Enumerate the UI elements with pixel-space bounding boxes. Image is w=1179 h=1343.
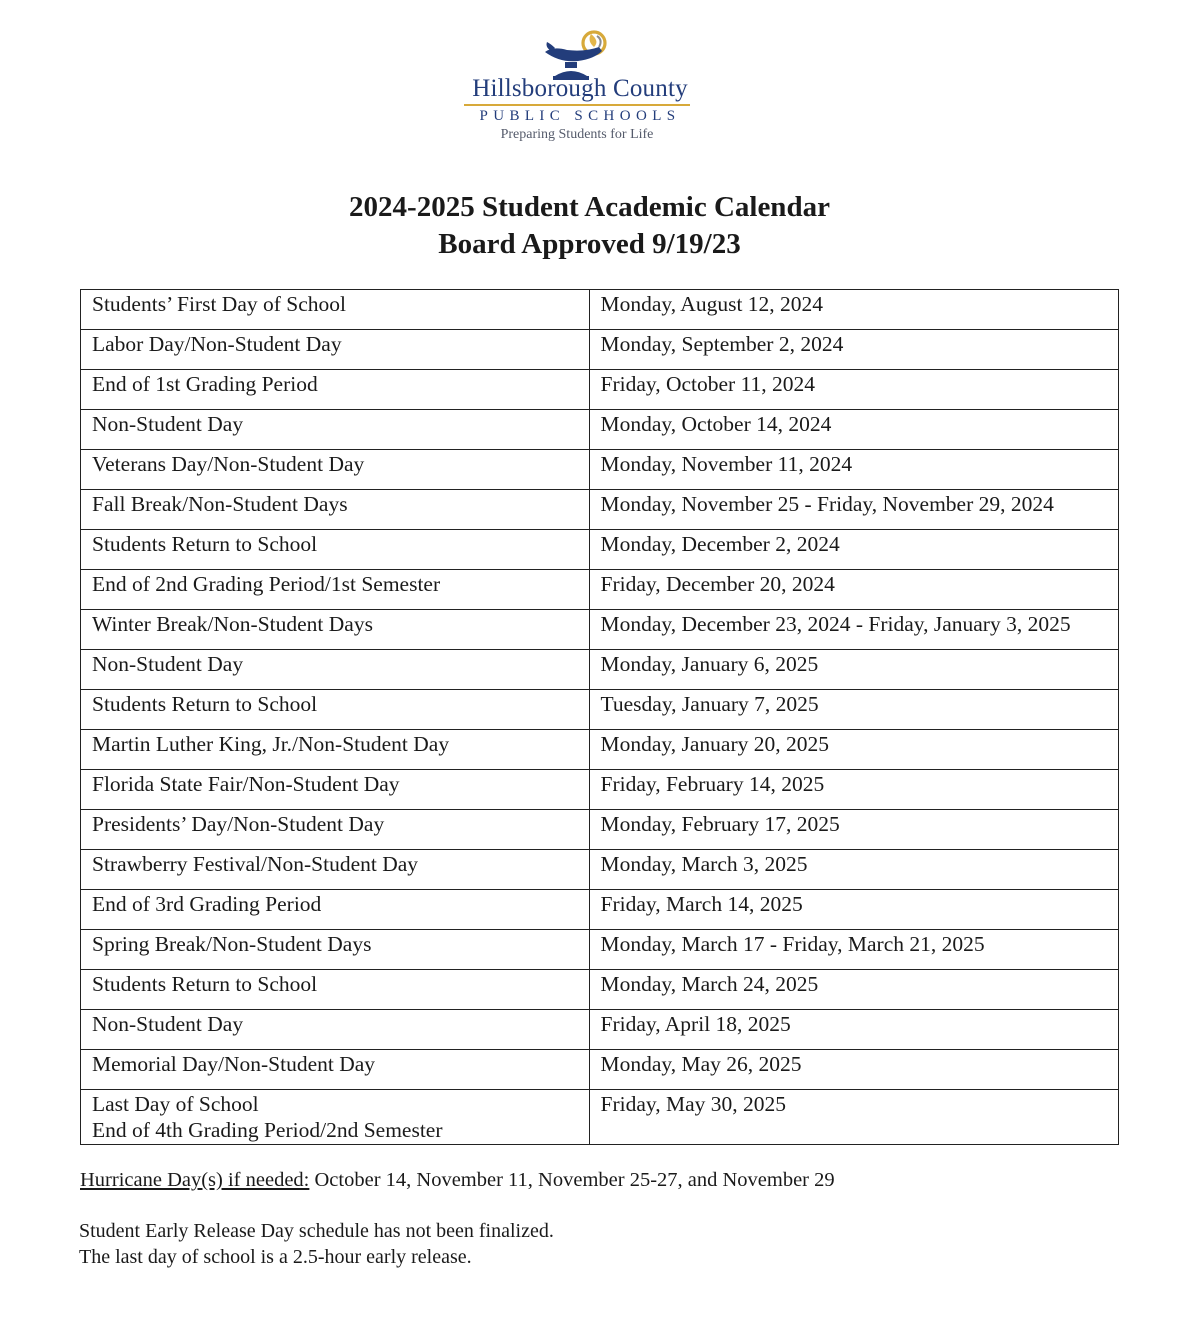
event-cell: Florida State Fair/Non-Student Day (81, 770, 590, 810)
date-cell: Monday, March 17 - Friday, March 21, 2025 (590, 930, 1119, 970)
date-cell: Monday, September 2, 2024 (590, 330, 1119, 370)
calendar-table-body (81, 290, 1119, 1145)
table-row (81, 930, 1119, 970)
table-row (81, 450, 1119, 490)
event-label: End of 4th Grading Period/2nd Semester (92, 1118, 443, 1142)
event-cell: Fall Break/Non-Student Days (81, 490, 590, 530)
event-cell: Labor Day/Non-Student Day (81, 330, 590, 370)
date-cell: Friday, March 14, 2025 (590, 890, 1119, 930)
event-cell: Veterans Day/Non-Student Day (81, 450, 590, 490)
table-row (81, 770, 1119, 810)
date-cell: Monday, May 26, 2025 (590, 1050, 1119, 1090)
date-cell: Monday, November 25 - Friday, November 29, 2024 (590, 490, 1119, 530)
event-cell: Students’ First Day of School (81, 290, 590, 330)
table-row (81, 890, 1119, 930)
event-cell: End of 3rd Grading Period (81, 890, 590, 930)
event-cell: Students Return to School (81, 530, 590, 570)
table-row (81, 490, 1119, 530)
event-cell: End of 2nd Grading Period/1st Semester (81, 570, 590, 610)
hurricane-label: Hurricane Day(s) if needed: (80, 1169, 310, 1191)
table-row (81, 1010, 1119, 1050)
table-row (81, 570, 1119, 610)
event-cell: End of 1st Grading Period (81, 370, 590, 410)
table-row (81, 330, 1119, 370)
date-cell: Friday, December 20, 2024 (590, 570, 1119, 610)
date-cell: Monday, February 17, 2025 (590, 810, 1119, 850)
table-row (81, 650, 1119, 690)
event-cell: Spring Break/Non-Student Days (81, 930, 590, 970)
date-cell: Monday, March 24, 2025 (590, 970, 1119, 1010)
date-cell: Monday, January 6, 2025 (590, 650, 1119, 690)
date-cell: Monday, October 14, 2024 (590, 410, 1119, 450)
date-cell: Monday, March 3, 2025 (590, 850, 1119, 890)
event-cell: Presidents’ Day/Non-Student Day (81, 810, 590, 850)
table-row (81, 410, 1119, 450)
event-cell: Students Return to School (81, 690, 590, 730)
table-row (81, 1050, 1119, 1090)
event-label: Last Day of School (92, 1092, 259, 1116)
event-cell: Memorial Day/Non-Student Day (81, 1050, 590, 1090)
event-cell: Non-Student Day (81, 410, 590, 450)
table-row (81, 290, 1119, 330)
page-title (0, 189, 1179, 263)
table-row (81, 530, 1119, 570)
district-subtitle: PUBLIC SCHOOLS (479, 108, 681, 124)
date-cell: Monday, November 11, 2024 (590, 450, 1119, 490)
date-cell: Friday, May 30, 2025 (590, 1090, 1119, 1145)
event-cell: Strawberry Festival/Non-Student Day (81, 850, 590, 890)
date-cell: Monday, December 23, 2024 - Friday, January 3, 2025 (590, 610, 1119, 650)
table-row (81, 610, 1119, 650)
event-cell: Non-Student Day (81, 650, 590, 690)
note-early-release: Student Early Release Day schedule has not been finalized. (79, 1220, 554, 1242)
title-line-1: 2024-2025 Student Academic Calendar (349, 191, 830, 223)
date-cell: Tuesday, January 7, 2025 (590, 690, 1119, 730)
hurricane-days (80, 1167, 835, 1193)
note-last-day: The last day of school is a 2.5-hour early release. (79, 1246, 472, 1268)
calendar-table (80, 289, 1119, 1145)
table-row (81, 850, 1119, 890)
date-cell: Monday, January 20, 2025 (590, 730, 1119, 770)
table-row (81, 370, 1119, 410)
table-row-last-day (81, 1090, 1119, 1145)
hurricane-dates: October 14, November 11, November 25-27, and November 29 (309, 1169, 835, 1191)
date-cell: Monday, August 12, 2024 (590, 290, 1119, 330)
table-row (81, 970, 1119, 1010)
footnotes (79, 1218, 554, 1270)
district-logo (440, 24, 720, 152)
district-tagline: Preparing Students for Life (500, 127, 654, 142)
event-cell: Winter Break/Non-Student Days (81, 610, 590, 650)
table-row (81, 810, 1119, 850)
event-cell: Non-Student Day (81, 1010, 590, 1050)
event-cell: Students Return to School (81, 970, 590, 1010)
district-name: Hillsborough County (472, 75, 688, 102)
date-cell: Monday, December 2, 2024 (590, 530, 1119, 570)
event-cell (81, 1090, 590, 1145)
table-row (81, 730, 1119, 770)
date-cell: Friday, October 11, 2024 (590, 370, 1119, 410)
date-cell: Friday, February 14, 2025 (590, 770, 1119, 810)
title-line-2: Board Approved 9/19/23 (438, 228, 741, 260)
date-cell: Friday, April 18, 2025 (590, 1010, 1119, 1050)
table-row (81, 690, 1119, 730)
event-cell: Martin Luther King, Jr./Non-Student Day (81, 730, 590, 770)
